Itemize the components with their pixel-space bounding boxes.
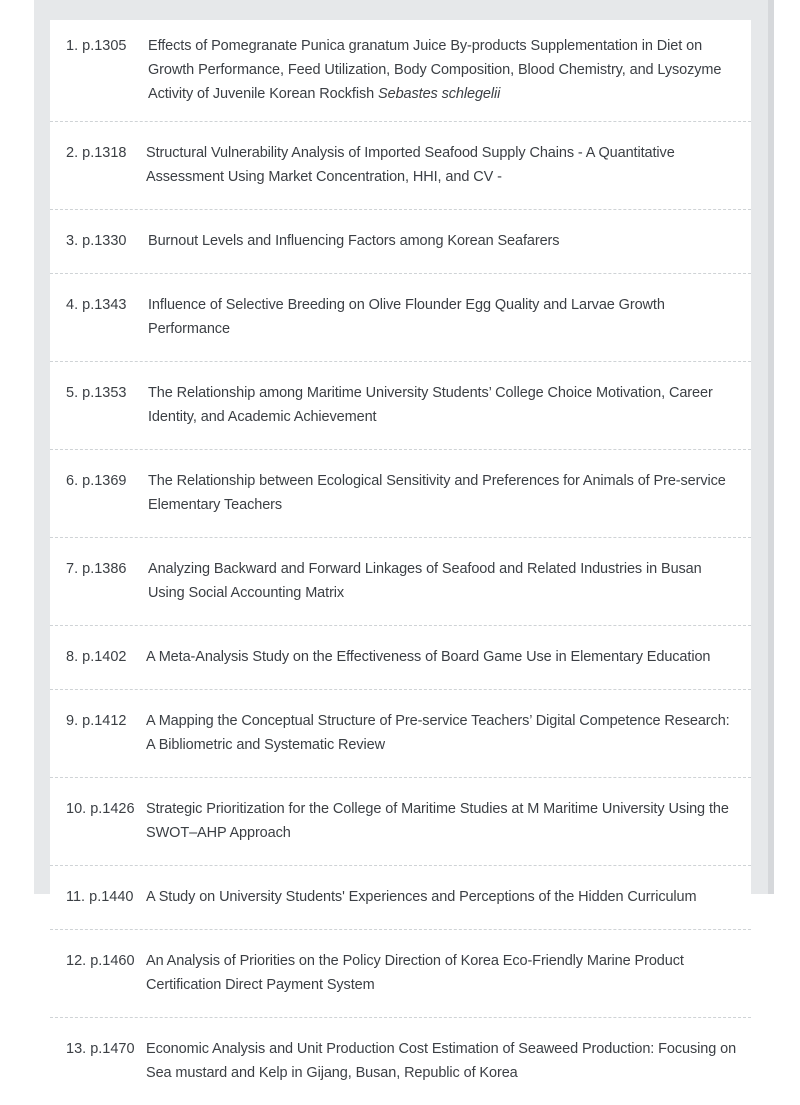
- article-index: 6. p.1369: [66, 473, 127, 489]
- article-page: p.1343: [82, 297, 127, 313]
- article-title-link[interactable]: Strategic Prioritization for the College of Maritime Studies at M Maritime University Using the SWOT–AHP Approach: [146, 801, 729, 841]
- article-item[interactable]: [50, 122, 751, 210]
- article-title-link[interactable]: Effects of Pomegranate Punica granatum Juice By-products Supplementation in Diet on Growth Performance, Feed Utilization, Body Composition, Blood Chemistry, and Lysozyme Activity of Juvenile Korean Rockfish Sebastes schlegelii: [148, 38, 722, 102]
- article-page: p.1460: [90, 953, 135, 969]
- article-index: 5. p.1353: [66, 385, 127, 401]
- article-page: p.1440: [89, 889, 134, 905]
- article-title-link[interactable]: A Study on University Students' Experiences and Perceptions of the Hidden Curriculum: [146, 889, 697, 905]
- article-index: 10. p.1426: [66, 801, 135, 817]
- article-page: p.1470: [90, 1041, 135, 1057]
- article-page: p.1402: [82, 649, 127, 665]
- article-index: 11. p.1440: [66, 889, 134, 905]
- article-index: 4. p.1343: [66, 297, 127, 313]
- article-title-link[interactable]: The Relationship among Maritime University Students’ College Choice Motivation, Career Identity, and Academic Achievement: [148, 385, 713, 425]
- article-item[interactable]: [50, 778, 751, 866]
- article-index: 9. p.1412: [66, 713, 127, 729]
- article-item[interactable]: [50, 690, 751, 778]
- article-title-link[interactable]: A Mapping the Conceptual Structure of Pre-service Teachers’ Digital Competence Research: A Bibliometric and Systematic Review: [146, 713, 730, 753]
- article-index: 8. p.1402: [66, 649, 127, 665]
- article-title-link[interactable]: Economic Analysis and Unit Production Cost Estimation of Seaweed Production: Focusing on Sea mustard and Kelp in Gijang, Busan, Republic of Korea: [146, 1041, 737, 1081]
- article-page: p.1386: [82, 561, 127, 577]
- article-page: p.1426: [90, 801, 135, 817]
- article-index: 2. p.1318: [66, 145, 127, 161]
- article-title-link[interactable]: Structural Vulnerability Analysis of Imported Seafood Supply Chains - A Quantitative Assessment Using Market Concentration, HHI, and CV -: [146, 145, 675, 185]
- article-item[interactable]: [50, 274, 751, 362]
- article-page: p.1412: [82, 713, 127, 729]
- article-item[interactable]: [50, 930, 751, 1018]
- article-title-link[interactable]: An Analysis of Priorities on the Policy Direction of Korea Eco-Friendly Marine Product Certification Direct Payment System: [146, 953, 684, 993]
- article-item[interactable]: [50, 626, 751, 690]
- article-item[interactable]: [50, 210, 751, 274]
- scrollbar-track[interactable]: [768, 0, 774, 894]
- article-title-link[interactable]: Influence of Selective Breeding on Olive Flounder Egg Quality and Larvae Growth Performance: [148, 297, 665, 337]
- article-page: p.1330: [82, 233, 127, 249]
- article-title-link[interactable]: Analyzing Backward and Forward Linkages of Seafood and Related Industries in Busan Using Social Accounting Matrix: [148, 561, 702, 601]
- article-list-panel: [50, 20, 751, 1081]
- article-index: 3. p.1330: [66, 233, 127, 249]
- article-item[interactable]: [50, 866, 751, 930]
- article-page: p.1305: [82, 38, 127, 54]
- article-title-link[interactable]: The Relationship between Ecological Sensitivity and Preferences for Animals of Pre-service Elementary Teachers: [148, 473, 726, 513]
- article-item[interactable]: [50, 1018, 751, 1105]
- article-item[interactable]: [50, 450, 751, 538]
- article-item[interactable]: [50, 20, 751, 122]
- article-title-link[interactable]: A Meta-Analysis Study on the Effectiveness of Board Game Use in Elementary Education: [146, 649, 711, 665]
- article-page: p.1369: [82, 473, 127, 489]
- article-item[interactable]: [50, 538, 751, 626]
- article-index: 12. p.1460: [66, 953, 135, 969]
- article-list: [50, 20, 751, 1105]
- article-item[interactable]: [50, 362, 751, 450]
- article-index: 1. p.1305: [66, 38, 127, 54]
- species-name: Sebastes schlegelii: [378, 86, 501, 102]
- article-title-link[interactable]: Burnout Levels and Influencing Factors among Korean Seafarers: [148, 233, 560, 249]
- article-index: 7. p.1386: [66, 561, 127, 577]
- article-page: p.1353: [82, 385, 127, 401]
- article-page: p.1318: [82, 145, 127, 161]
- article-index: 13. p.1470: [66, 1041, 135, 1057]
